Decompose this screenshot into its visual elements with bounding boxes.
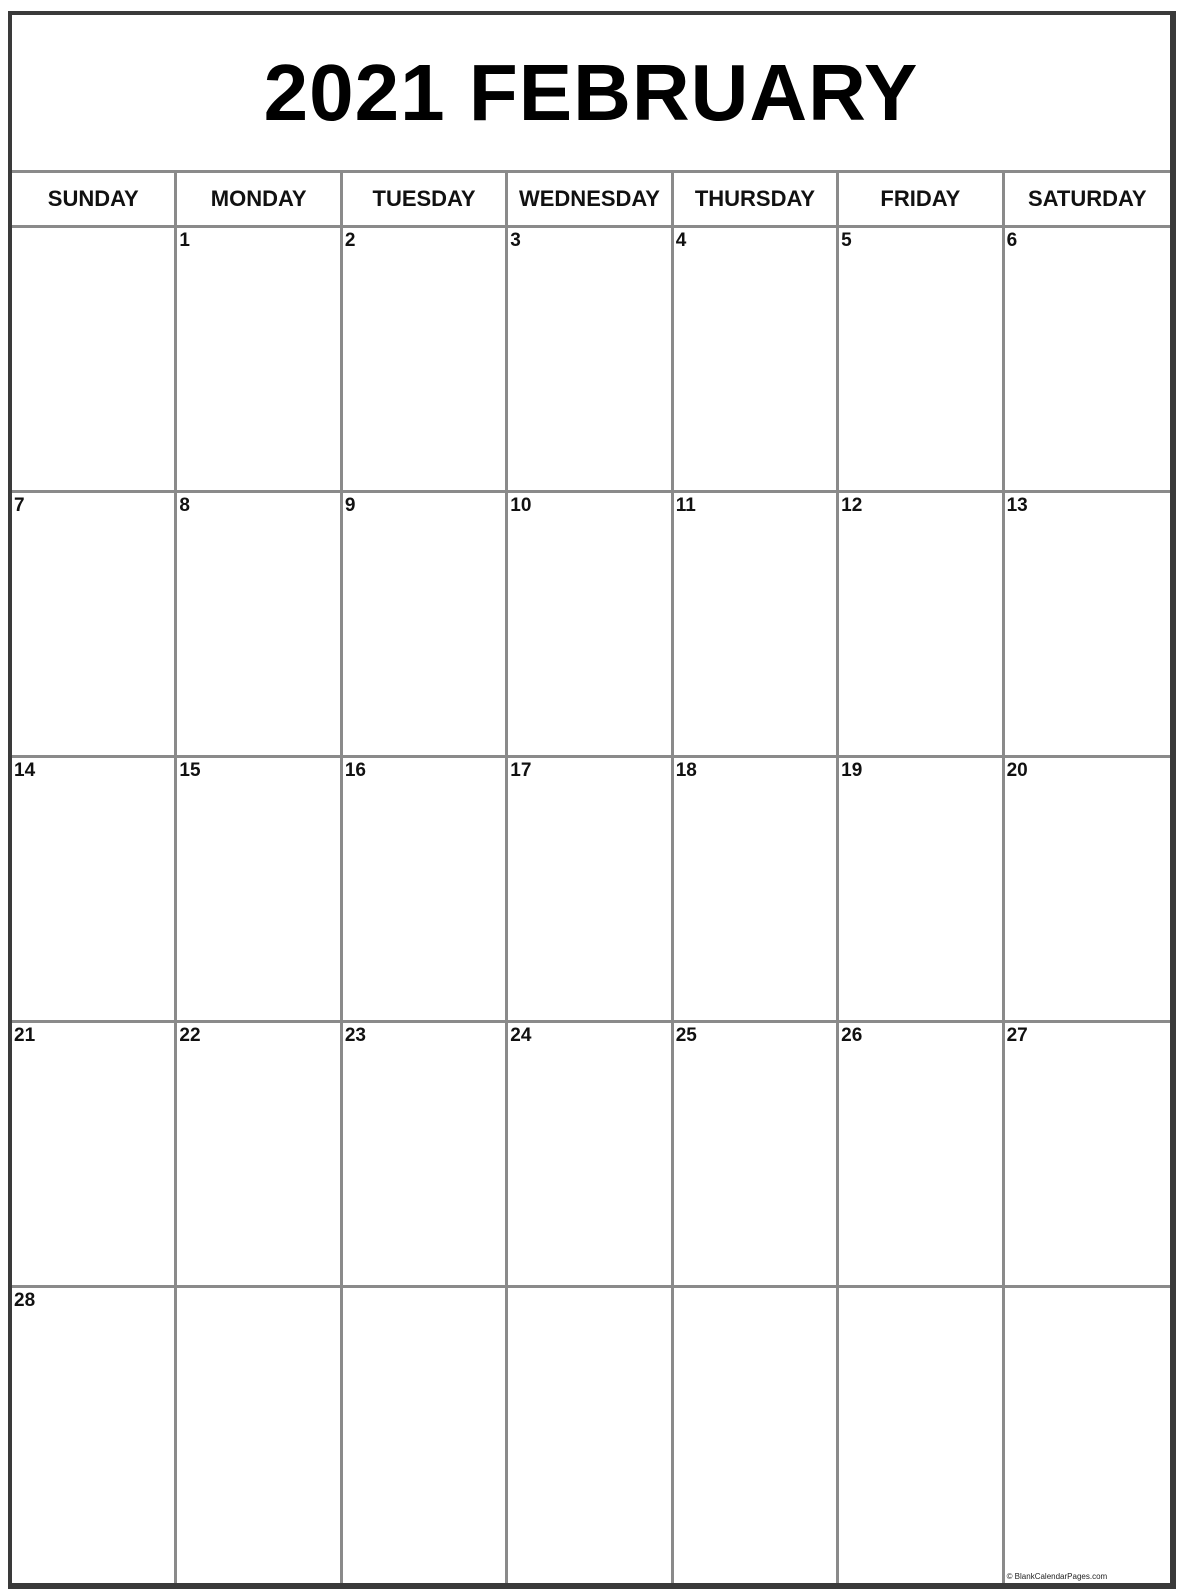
day-number: 24 [510,1025,532,1046]
weekday-header-friday: FRIDAY [839,173,1004,228]
day-cell [508,1288,673,1583]
day-number: 18 [675,760,697,781]
day-cell [839,1288,1004,1583]
day-cell [343,1023,508,1288]
day-cell [674,1023,839,1288]
day-number: 16 [344,760,366,781]
day-cell [1005,493,1170,758]
day-number: 26 [841,1025,863,1046]
weekday-header-tuesday: TUESDAY [343,173,508,228]
day-number: 6 [1006,230,1018,251]
weekday-header-thursday: THURSDAY [674,173,839,228]
day-number: 14 [14,760,36,781]
day-cell [343,228,508,493]
day-cell [177,228,342,493]
day-cell [1005,228,1170,493]
day-number: 5 [841,230,852,251]
day-number: 7 [14,495,25,516]
weekday-header-monday: MONDAY [177,173,342,228]
day-number: 17 [510,760,532,781]
day-cell [508,1023,673,1288]
calendar-title: 2021 FEBRUARY [12,15,1170,173]
weekday-header-wednesday: WEDNESDAY [508,173,673,228]
day-number: 2 [344,230,356,251]
day-cell [12,1023,177,1288]
day-cell [12,758,177,1023]
day-cell [12,493,177,758]
calendar-grid [12,173,1170,1583]
day-number: 11 [675,495,696,516]
day-cell [343,493,508,758]
day-number: 9 [344,495,356,516]
day-cell [177,1023,342,1288]
day-cell [12,228,177,493]
day-cell [674,758,839,1023]
day-cell [508,758,673,1023]
day-number: 27 [1006,1025,1028,1046]
day-cell [1005,1288,1170,1583]
day-cell [1005,1023,1170,1288]
day-cell [508,493,673,758]
day-number: 23 [344,1025,366,1046]
day-number: 3 [510,230,521,251]
day-cell [1005,758,1170,1023]
weekday-header-saturday: SATURDAY [1005,173,1170,228]
day-cell [839,228,1004,493]
day-cell [343,758,508,1023]
day-number: 10 [510,495,532,516]
day-number: 22 [179,1025,201,1046]
weekday-header-sunday: SUNDAY [12,173,177,228]
day-number: 28 [14,1290,36,1311]
day-cell [674,228,839,493]
calendar-frame [8,11,1176,1589]
day-cell [177,758,342,1023]
day-cell [839,758,1004,1023]
day-number: 19 [841,760,863,781]
day-number: 15 [179,760,201,781]
day-cell [177,1288,342,1583]
day-cell [343,1288,508,1583]
day-cell [839,493,1004,758]
day-number: 8 [179,495,190,516]
day-cell [177,493,342,758]
day-cell [839,1023,1004,1288]
day-number: 25 [675,1025,697,1046]
day-number: 21 [14,1025,36,1046]
day-number: 13 [1006,495,1028,516]
day-number: 4 [675,230,687,251]
watermark: © BlankCalendarPages.com [1006,1572,1108,1581]
day-cell [508,228,673,493]
day-number: 20 [1006,760,1028,781]
day-cell [674,1288,839,1583]
day-cell [674,493,839,758]
day-number: 12 [841,495,863,516]
day-number: 1 [179,230,190,251]
day-cell [12,1288,177,1583]
